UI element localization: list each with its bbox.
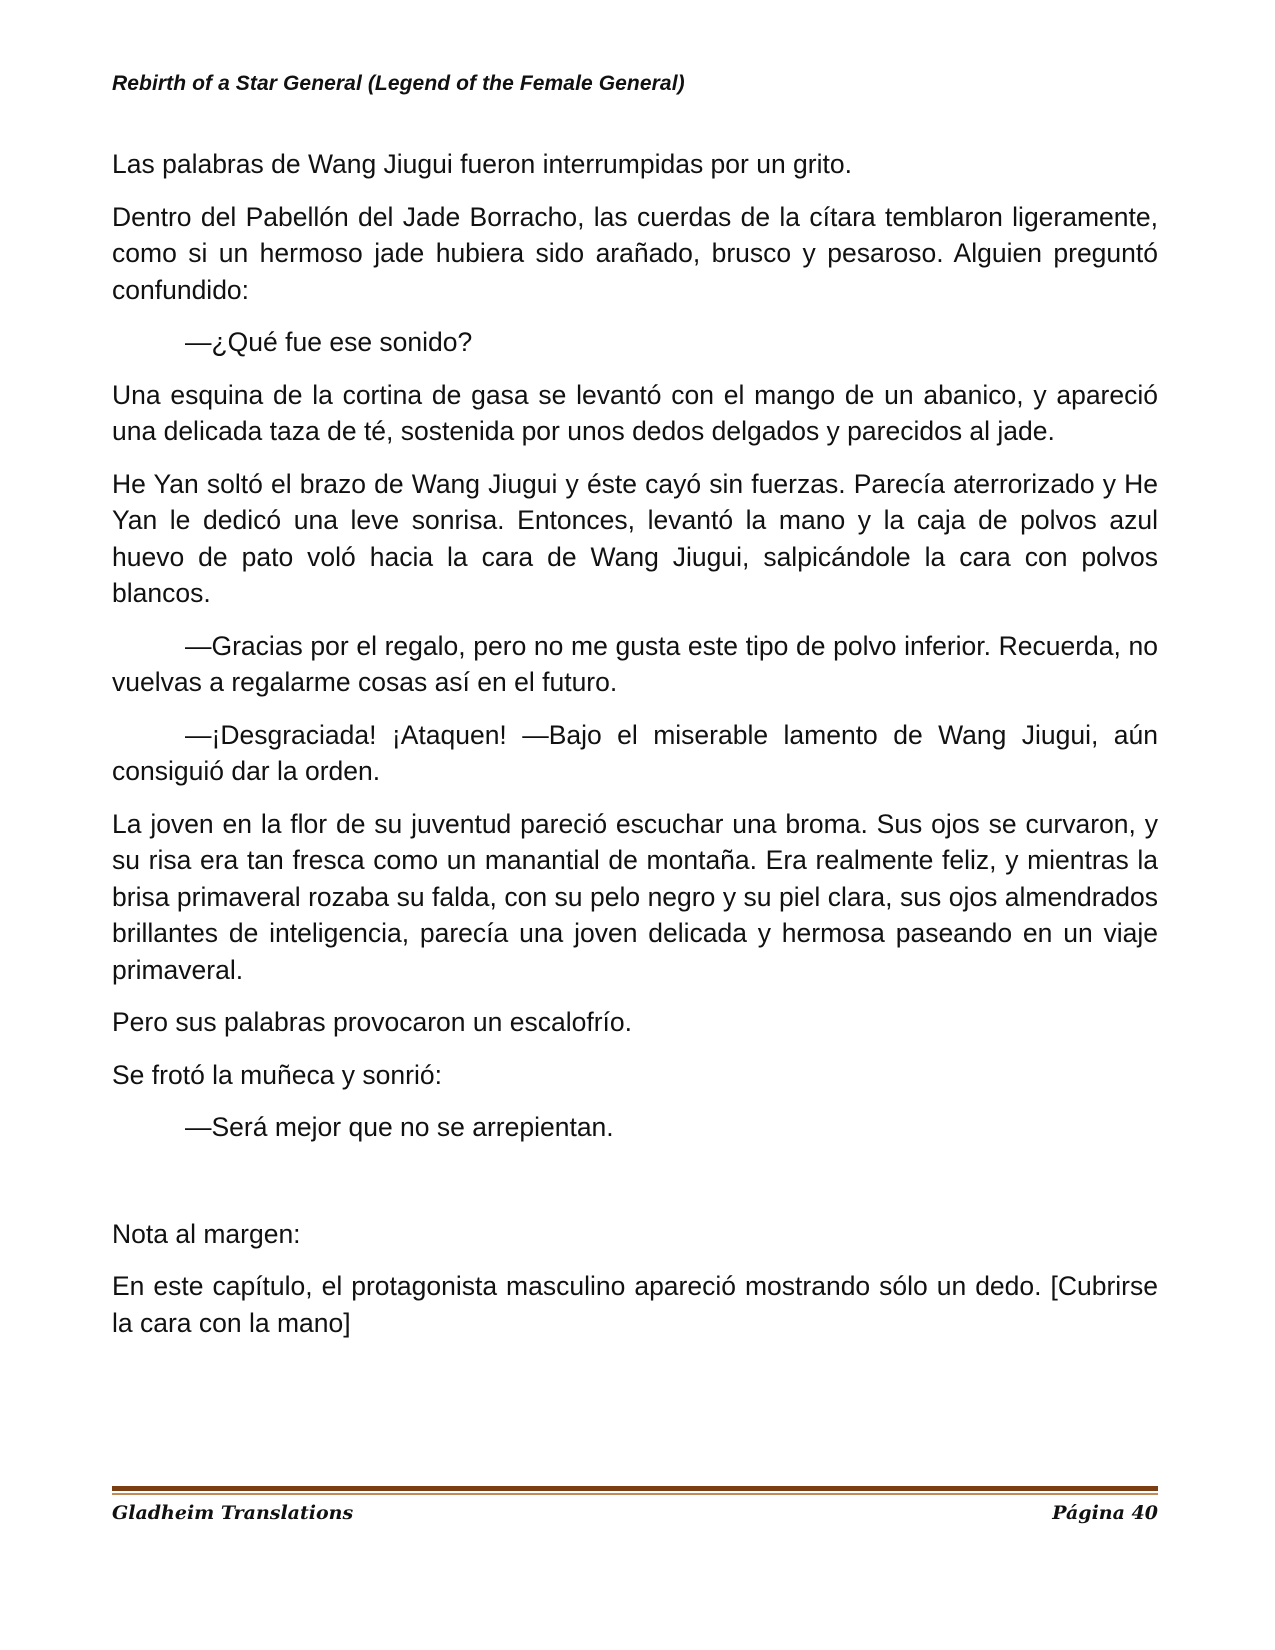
paragraph: Dentro del Pabellón del Jade Borracho, las cuerdas de la cítara temblaron ligeramente, como si un hermoso jade hubiera sido arañado, brusco y pesaroso. Alguien preguntó confundido: [112, 201, 1158, 305]
paragraph: Las palabras de Wang Jiugui fueron interrumpidas por un grito. [112, 149, 852, 179]
side-note-heading: Nota al margen: [112, 1218, 301, 1249]
side-note-paragraph: En este capítulo, el protagonista masculino apareció mostrando sólo un dedo. [Cubrirse la cara con la mano] [112, 1271, 1158, 1338]
footer-publisher: Gladheim Translations [112, 1502, 354, 1524]
paragraph: Pero sus palabras provocaron un escalofrío. [112, 1007, 632, 1037]
footer-rule-thin [112, 1493, 1158, 1495]
chapter-body [112, 146, 1158, 1357]
dialogue-paragraph: —¿Qué fue ese sonido? [185, 327, 473, 357]
footer-rule [112, 1486, 1158, 1491]
dialogue-paragraph: —Gracias por el regalo, pero no me gusta este tipo de polvo inferior. Recuerda, no vuelvas a regalarme cosas así en el futuro. [112, 630, 1158, 697]
dialogue-paragraph: —Será mejor que no se arrepientan. [185, 1112, 614, 1142]
paragraph: Se frotó la muñeca y sonrió: [112, 1059, 442, 1090]
paragraph: La joven en la flor de su juventud pareció escuchar una broma. Sus ojos se curvaron, y su risa era tan fresca como un manantial de montaña. Era realmente feliz, y mientras la brisa primaveral rozaba su falda, con su pelo negro y su piel clara, sus ojos almendrados brillantes de inteligencia, parecía una joven delicada y hermosa paseando en un viaje primaveral. [112, 808, 1158, 985]
dialogue-paragraph: —¡Desgraciada! ¡Ataquen! —Bajo el miserable lamento de Wang Jiugui, aún consiguió dar la orden. [112, 719, 1158, 786]
page-header-title: Rebirth of a Star General (Legend of the Female General) [112, 72, 685, 95]
footer-page-number: Página 40 [1052, 1502, 1158, 1524]
paragraph: Una esquina de la cortina de gasa se levantó con el mango de un abanico, y apareció una delicada taza de té, sostenida por unos dedos delgados y parecidos al jade. [112, 379, 1158, 446]
paragraph: He Yan soltó el brazo de Wang Jiugui y éste cayó sin fuerzas. Parecía aterrorizado y He Yan le dedicó una leve sonrisa. Entonces, levantó la mano y la caja de polvos azul huevo de pato voló hacia la cara de Wang Jiugui, salpicándole la cara con polvos blancos. [112, 468, 1158, 608]
